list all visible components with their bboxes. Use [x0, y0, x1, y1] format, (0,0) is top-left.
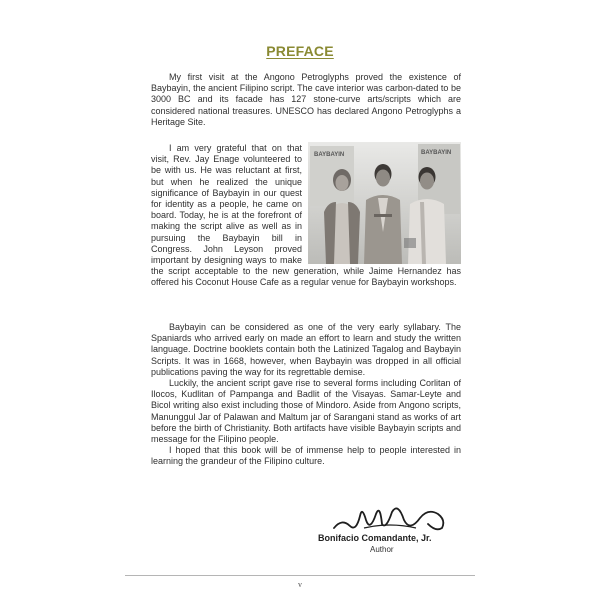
- author-name: Bonifacio Comandante, Jr.: [318, 533, 432, 543]
- page-number: v: [298, 580, 302, 589]
- banner-text-left: BAYBAYIN: [314, 152, 345, 158]
- paragraph-5: [151, 445, 461, 467]
- paragraph-3: [151, 322, 461, 378]
- paragraph-1: [151, 72, 461, 128]
- paragraph-3-text: Baybayin can be considered as one of the very early syllabary. The Spaniards who arrived early on made an effort to learn and study the written language. Doctrine booklets contain both the Latinized Tagalog and Baybayin Scripts. It was in 1668, however, when Baybayin was dropped in all official publications paving the way for its regrettable demise.: [151, 322, 461, 377]
- paragraph-4-text: Luckily, the ancient script gave rise to several forms including Corlitan of Ilocos, Kudlitan of Pampanga and Badlit of the Visayas. Samar-Leyte and Bicol writing also exist including those of Mindoro. Aside from Angono scripts, Manunggul Jar of Palawan and Maltum jar of Sarangani stand as works of art before the birth of Christianity. Both artifacts have visible Baybayin scripts and message for the Filipino people.: [151, 378, 461, 445]
- paragraph-1-text: My first visit at the Angono Petroglyphs proved the existence of Baybayin, the ancient Filipino script. The cave interior was carbon-dated to be 3000 BC and its facade has 127 stone-curve arts/scripts which are considered national treasures. UNESCO has declared Angono Petroglyphs a Heritage Site.: [151, 72, 461, 127]
- author-role: Author: [370, 545, 394, 554]
- page-title: PREFACE: [266, 43, 334, 59]
- signature-scribble: [320, 498, 460, 538]
- paragraph-2-text: I am very grateful that on that visit, Rev. Jay Enage volunteered to be with us. He was reluctant at first, but when he realized the unique significance of Baybayin in our quest for identity as a people, he came on board. Today, he is at the forefront of making the script alive as well as in pursuing the Baybayin bill in Congress. John Leyson proved important by designing ways to make the script acceptable to the new generation, while Jaime Hernandez has offered his Coconut House Cafe as a regular venue for Baybayin workshops.: [151, 143, 461, 288]
- paragraph-2: [151, 143, 461, 289]
- paragraph-5-text: I hoped that this book will be of immense help to people interested in learning the grandeur of the Filipino culture.: [151, 445, 461, 467]
- footer-rule: [125, 575, 475, 576]
- photo-image: [308, 142, 461, 264]
- author-photo: [308, 142, 461, 264]
- banner-text-right: BAYBAYIN: [421, 150, 452, 156]
- paragraph-4: [151, 378, 461, 445]
